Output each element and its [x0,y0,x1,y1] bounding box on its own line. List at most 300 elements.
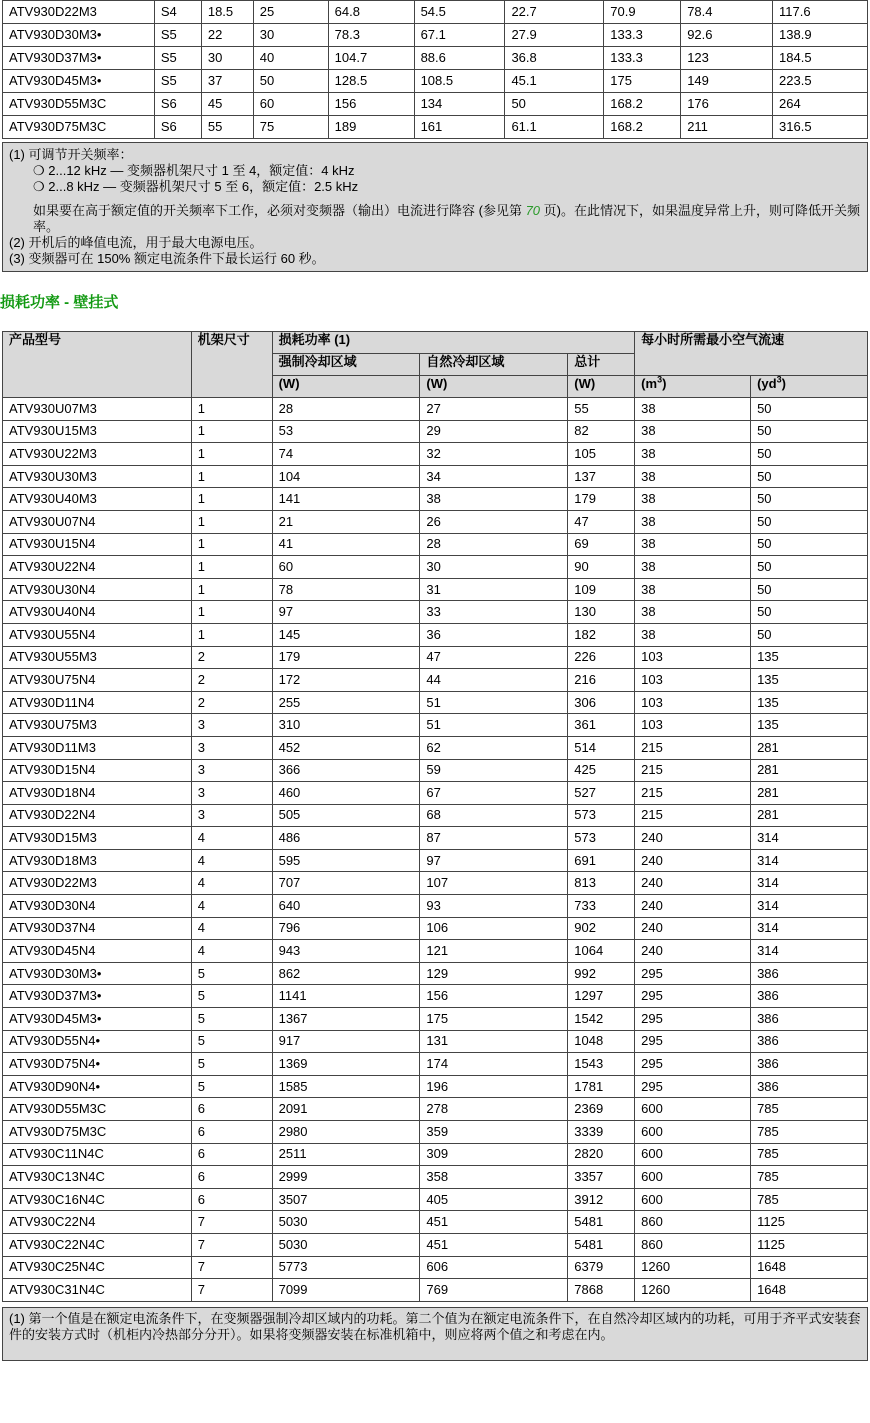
table-cell: ATV930U75M3 [3,714,192,737]
table-cell: 3 [191,759,272,782]
table-cell: 26 [420,510,568,533]
table-cell: 22.7 [505,1,604,24]
table-cell: 2980 [272,1121,420,1144]
table-row [3,70,868,93]
table-cell: 1125 [751,1211,868,1234]
table-cell: 733 [568,895,635,918]
table-cell: 50 [505,93,604,116]
table-cell: 6379 [568,1256,635,1279]
table-cell: 505 [272,804,420,827]
table-cell: 240 [635,895,751,918]
table-cell: 295 [635,1008,751,1031]
table-cell: 50 [751,398,868,421]
table-cell: 295 [635,1075,751,1098]
table-cell: 215 [635,736,751,759]
table-cell: 1 [191,420,272,443]
table-cell: 135 [751,691,868,714]
table-cell: 138.9 [773,24,868,47]
table-row [3,736,868,759]
table-cell: 306 [568,691,635,714]
table-cell: 168.2 [604,116,681,139]
table-cell: 108.5 [414,70,505,93]
table-cell: 2 [191,669,272,692]
table-cell: 75 [253,116,328,139]
table-cell: 3 [191,804,272,827]
table-cell: 1 [191,601,272,624]
table-cell: 264 [773,93,868,116]
table-row [3,398,868,421]
table-cell: 22 [201,24,253,47]
table-cell: 70.9 [604,1,681,24]
table-cell: 137 [568,465,635,488]
table-cell: ATV930U30M3 [3,465,192,488]
table-cell: ATV930D11M3 [3,736,192,759]
table-cell: 5773 [272,1256,420,1279]
table-cell: 386 [751,1075,868,1098]
table-cell: ATV930D30N4 [3,895,192,918]
table-row [3,691,868,714]
table-cell: 41 [272,533,420,556]
footnote-1-derating-text: 如果要在高于额定值的开关频率下工作，必须对变频器（输出）电流进行降容 (参见第 70 页)。在此情况下，如果温度异常上升，则可降低开关频率。 [33,203,860,234]
table-cell: S5 [154,47,201,70]
table-cell: 386 [751,1008,868,1031]
table-cell: ATV930U22M3 [3,443,192,466]
table-row [3,782,868,805]
table-cell: 7 [191,1233,272,1256]
table-cell: 59 [420,759,568,782]
table-row [3,601,868,624]
unit-forced-w: (W) [272,376,420,398]
table-cell: 62 [420,736,568,759]
table-cell: 240 [635,849,751,872]
table-cell: 314 [751,895,868,918]
table-cell: 103 [635,646,751,669]
table-cell: 161 [414,116,505,139]
table-cell: 366 [272,759,420,782]
table-cell: 5030 [272,1211,420,1234]
table-row [3,1098,868,1121]
table-cell: 2091 [272,1098,420,1121]
table-cell: 38 [635,533,751,556]
table-row [3,420,868,443]
table-row [3,1279,868,1302]
table-row [3,24,868,47]
table-cell: 133.3 [604,24,681,47]
table-row [3,533,868,556]
table-cell: 133.3 [604,47,681,70]
section-title: 损耗功率 - 壁挂式 [0,294,119,311]
table-cell: 97 [420,849,568,872]
table-cell: 104 [272,465,420,488]
table-cell: ATV930D90N4• [3,1075,192,1098]
table-cell: 1125 [751,1233,868,1256]
table-cell: ATV930D55N4• [3,1030,192,1053]
table-cell: 1141 [272,985,420,1008]
table-cell: 29 [420,420,568,443]
table-cell: 50 [751,488,868,511]
table-cell: 5 [191,962,272,985]
table-cell: 785 [751,1098,868,1121]
table-cell: 1 [191,488,272,511]
table-cell: 3357 [568,1166,635,1189]
table-cell: 78.3 [328,24,414,47]
table-cell: 130 [568,601,635,624]
table-cell: ATV930C16N4C [3,1188,192,1211]
table-cell: 226 [568,646,635,669]
table-row [3,714,868,737]
table-row [3,1,868,24]
table-cell: 862 [272,962,420,985]
table-row [3,488,868,511]
table-cell: 135 [751,669,868,692]
table-cell: 573 [568,827,635,850]
table-cell: 21 [272,510,420,533]
table-cell: 27.9 [505,24,604,47]
table-cell: 50 [751,623,868,646]
table-cell: 38 [635,488,751,511]
table-cell: 4 [191,872,272,895]
table-cell: 255 [272,691,420,714]
table-cell: 97 [272,601,420,624]
table-cell: ATV930D11N4 [3,691,192,714]
table-cell: 68 [420,804,568,827]
table-row [3,804,868,827]
table-cell: 785 [751,1143,868,1166]
table-cell: 61.1 [505,116,604,139]
table-cell: 943 [272,940,420,963]
table-cell: 103 [635,714,751,737]
table-cell: 30 [420,556,568,579]
table-row [3,1166,868,1189]
table-cell: 451 [420,1233,568,1256]
table-cell: 18.5 [201,1,253,24]
table-cell: 314 [751,827,868,850]
table-cell: ATV930U30N4 [3,578,192,601]
table-cell: 45.1 [505,70,604,93]
table-cell: ATV930D75M3C [3,1121,192,1144]
table-cell: 4 [191,895,272,918]
table-cell: ATV930D55M3C [3,93,155,116]
table-row [3,556,868,579]
table-cell: 106 [420,917,568,940]
table-cell: 53 [272,420,420,443]
header-min-airflow: 每小时所需最小空气流速 [635,332,868,376]
table-cell: 50 [751,601,868,624]
table-cell: 1648 [751,1256,868,1279]
table-cell: 314 [751,849,868,872]
table-row [3,47,868,70]
table-cell: ATV930U07N4 [3,510,192,533]
table-cell: 51 [420,714,568,737]
table-cell: S6 [154,93,201,116]
footnote-1-bullet-2: ❍ 2...8 kHz — 变频器机架尺寸 5 至 6，额定值：2.5 kHz [33,179,359,194]
table-cell: 47 [568,510,635,533]
table-cell: 3 [191,782,272,805]
table-cell: 2369 [568,1098,635,1121]
table-cell: 38 [635,398,751,421]
table-cell: 109 [568,578,635,601]
table-cell: 38 [635,578,751,601]
table-cell: 174 [420,1053,568,1076]
table-cell: 149 [681,70,773,93]
table-cell: 36 [420,623,568,646]
table-cell: 3507 [272,1188,420,1211]
table-row [3,1256,868,1279]
table-cell: 38 [635,623,751,646]
table-cell: 4 [191,917,272,940]
table-cell: 38 [635,556,751,579]
table-cell: ATV930C22N4 [3,1211,192,1234]
table-cell: 215 [635,759,751,782]
table-cell: ATV930D18M3 [3,849,192,872]
table-row [3,849,868,872]
table-cell: 50 [751,420,868,443]
table-cell: ATV930D37N4 [3,917,192,940]
table-cell: 36.8 [505,47,604,70]
table-cell: 44 [420,669,568,692]
table-cell: 691 [568,849,635,872]
table-cell: ATV930U40M3 [3,488,192,511]
table-cell: S4 [154,1,201,24]
table-cell: 5481 [568,1211,635,1234]
table-cell: 7 [191,1211,272,1234]
table-cell: 600 [635,1166,751,1189]
table-cell: 7868 [568,1279,635,1302]
rating-table-body [3,1,868,139]
table-cell: 2 [191,691,272,714]
table-cell: 78 [272,578,420,601]
table-cell: 1297 [568,985,635,1008]
table-cell: 7 [191,1279,272,1302]
table-cell: 707 [272,872,420,895]
rating-table-continued [2,0,868,139]
table-cell: 386 [751,1030,868,1053]
table-cell: ATV930U40N4 [3,601,192,624]
table-cell: 5030 [272,1233,420,1256]
table-cell: 135 [751,714,868,737]
table-cell: ATV930D45M3• [3,70,155,93]
table-cell: ATV930D15N4 [3,759,192,782]
table-cell: 67 [420,782,568,805]
power-loss-footnote: (1) 第一个值是在额定电流条件下，在变频器强制冷却区域内的功耗。第二个值为在额定电流条件下，在自然冷却区域内的功耗，可用于齐平式安装套件的安装方式时（机柜内冷热部分分开）。如果将变频器安装在标准机箱中，则应将两个值之和考虑在内。 [2,1307,868,1361]
table-cell: ATV930U15M3 [3,420,192,443]
table-cell: ATV930D22N4 [3,804,192,827]
table-row [3,669,868,692]
table-cell: 60 [253,93,328,116]
table-cell: 2820 [568,1143,635,1166]
table-cell: ATV930D75N4• [3,1053,192,1076]
table-cell: 5 [191,985,272,1008]
table-cell: 50 [253,70,328,93]
table-cell: 4 [191,849,272,872]
table-cell: 902 [568,917,635,940]
table-cell: 135 [751,646,868,669]
table-cell: 196 [420,1075,568,1098]
table-cell: ATV930U55M3 [3,646,192,669]
table-cell: 38 [635,601,751,624]
table-cell: 30 [253,24,328,47]
header-power-loss: 损耗功率 (1) [272,332,635,354]
table-cell: 105 [568,443,635,466]
table-cell: 1064 [568,940,635,963]
table-cell: ATV930D37M3• [3,985,192,1008]
table-row [3,1008,868,1031]
table-row [3,465,868,488]
table-cell: 1 [191,465,272,488]
table-cell: 69 [568,533,635,556]
table-row [3,827,868,850]
table-cell: 451 [420,1211,568,1234]
table-cell: 128.5 [328,70,414,93]
table-row [3,116,868,139]
table-cell: 1048 [568,1030,635,1053]
table-cell: 82 [568,420,635,443]
table-cell: 386 [751,1053,868,1076]
power-loss-table-header [3,332,868,398]
table-cell: 93 [420,895,568,918]
table-cell: 359 [420,1121,568,1144]
table-cell: 211 [681,116,773,139]
table-cell: ATV930C31N4C [3,1279,192,1302]
table-row [3,895,868,918]
table-cell: 281 [751,804,868,827]
table-cell: 141 [272,488,420,511]
unit-m3: $(m^3)$ [635,376,751,398]
table-cell: 156 [328,93,414,116]
table-cell: 67.1 [414,24,505,47]
table-cell: ATV930D37M3• [3,47,155,70]
table-cell: 386 [751,985,868,1008]
table-cell: 74 [272,443,420,466]
table-cell: 179 [272,646,420,669]
table-cell: 6 [191,1188,272,1211]
table-cell: 50 [751,465,868,488]
table-cell: 7099 [272,1279,420,1302]
table-cell: 34 [420,465,568,488]
table-cell: ATV930D30M3• [3,962,192,985]
table-row [3,93,868,116]
table-cell: ATV930D18N4 [3,782,192,805]
table-cell: 514 [568,736,635,759]
table-cell: ATV930U15N4 [3,533,192,556]
table-cell: 310 [272,714,420,737]
table-cell: 1260 [635,1279,751,1302]
table-cell: 117.6 [773,1,868,24]
table-cell: 1 [191,443,272,466]
table-row [3,1053,868,1076]
table-row [3,510,868,533]
table-cell: ATV930D15M3 [3,827,192,850]
table-cell: 3339 [568,1121,635,1144]
header-natural-cooling: 自然冷却区域 [420,354,568,376]
table-cell: 50 [751,510,868,533]
table-cell: 45 [201,93,253,116]
table-cell: 50 [751,533,868,556]
table-cell: 88.6 [414,47,505,70]
unit-yd3: $(yd^3)$ [751,376,868,398]
table-cell: 3 [191,714,272,737]
table-cell: 37 [201,70,253,93]
table-cell: 31 [420,578,568,601]
table-cell: 30 [201,47,253,70]
table-cell: 4 [191,940,272,963]
header-forced-cooling: 强制冷却区域 [272,354,420,376]
table-cell: 240 [635,827,751,850]
table-cell: 361 [568,714,635,737]
table-cell: 314 [751,940,868,963]
table-cell: 1542 [568,1008,635,1031]
table-cell: 281 [751,759,868,782]
header-total: 总计 [568,354,635,376]
table-cell: 860 [635,1233,751,1256]
table-cell: 6 [191,1121,272,1144]
table-cell: 281 [751,736,868,759]
table-cell: 1648 [751,1279,868,1302]
unit-natural-w: (W) [420,376,568,398]
table-cell: 314 [751,917,868,940]
table-cell: 769 [420,1279,568,1302]
table-cell: 40 [253,47,328,70]
table-cell: 281 [751,782,868,805]
table-cell: ATV930D45N4 [3,940,192,963]
table-cell: ATV930D30M3• [3,24,155,47]
table-cell: 1 [191,578,272,601]
table-cell: 595 [272,849,420,872]
table-cell: 156 [420,985,568,1008]
table-cell: 813 [568,872,635,895]
table-cell: 5481 [568,1233,635,1256]
table-cell: 107 [420,872,568,895]
footnote-1: (1) 可调节开关频率： [9,147,133,162]
table-cell: 50 [751,578,868,601]
table-cell: 785 [751,1188,868,1211]
table-cell: ATV930D22M3 [3,1,155,24]
table-cell: 121 [420,940,568,963]
table-cell: 55 [201,116,253,139]
table-cell: ATV930U07M3 [3,398,192,421]
table-cell: 90 [568,556,635,579]
table-cell: 600 [635,1098,751,1121]
power-loss-table [2,331,868,1302]
table-cell: ATV930D75M3C [3,116,155,139]
page-reference-link[interactable]: 70 [525,203,541,218]
table-row [3,1188,868,1211]
table-cell: 47 [420,646,568,669]
table-cell: 1260 [635,1256,751,1279]
table-cell: 38 [635,465,751,488]
header-frame-size: 机架尺寸 [191,332,272,398]
table-cell: 28 [420,533,568,556]
table-cell: ATV930U55N4 [3,623,192,646]
table-cell: 175 [420,1008,568,1031]
table-row [3,759,868,782]
table-cell: 295 [635,962,751,985]
table-cell: 215 [635,804,751,827]
table-row [3,623,868,646]
table-cell: ATV930C13N4C [3,1166,192,1189]
table-cell: 5 [191,1030,272,1053]
table-cell: 38 [635,510,751,533]
footnote-2: (2) 开机后的峰值电流，用于最大电源电压。 [9,235,263,250]
table-cell: 182 [568,623,635,646]
table-row [3,940,868,963]
table-cell: 32 [420,443,568,466]
table-cell: 216 [568,669,635,692]
table-cell: 172 [272,669,420,692]
table-cell: S6 [154,116,201,139]
table-cell: 5 [191,1075,272,1098]
table-row [3,985,868,1008]
